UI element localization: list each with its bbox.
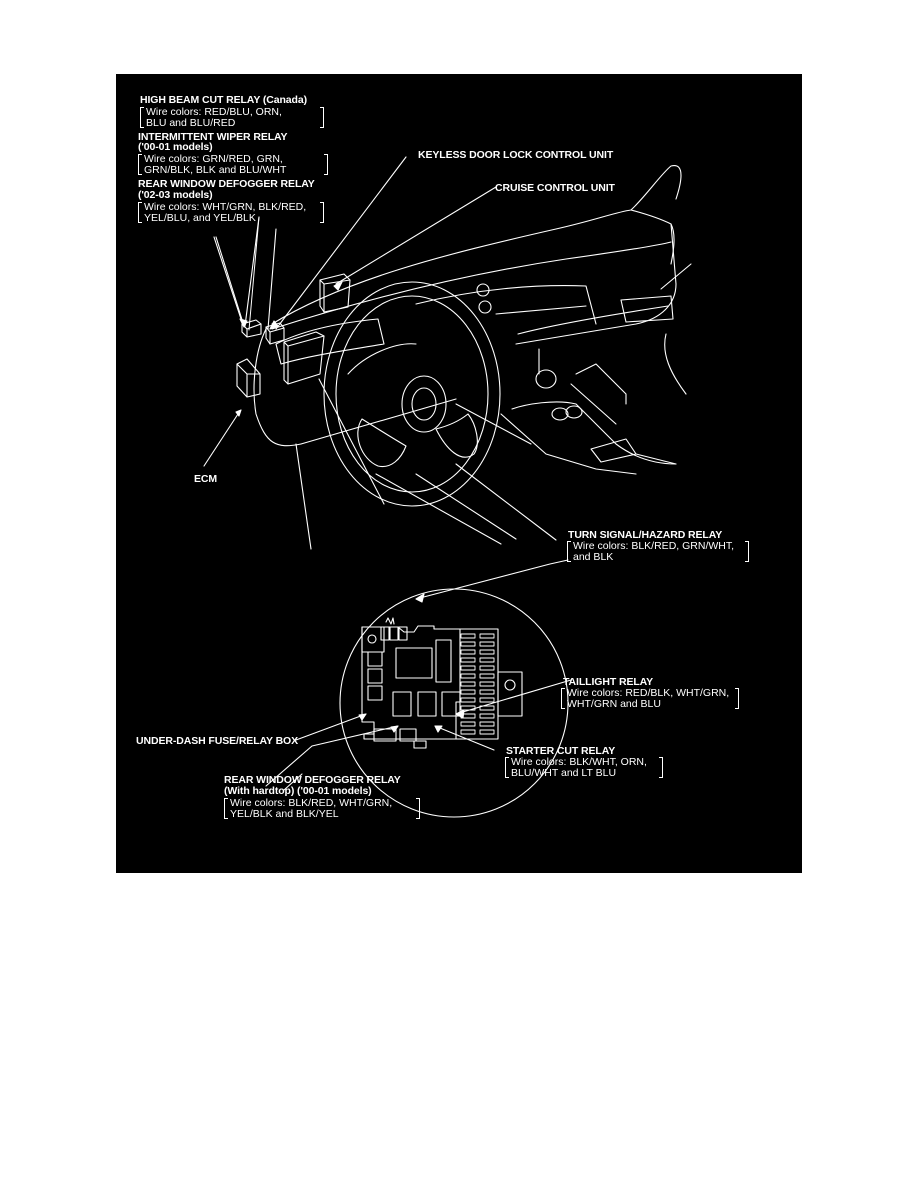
wire-colors-line: Wire colors: BLK/WHT, ORN, <box>511 756 647 768</box>
wire-colors-line: and BLK <box>573 550 614 563</box>
dashboard-illustration <box>116 74 802 873</box>
starter-cut-relay-title: STARTER CUT RELAY <box>506 745 616 757</box>
taillight-relay-title: TAILLIGHT RELAY <box>563 676 654 688</box>
wire-colors-line: BLU/WHT and LT BLU <box>511 766 617 779</box>
under-dash-fuse-relay-box-label: UNDER-DASH FUSE/RELAY BOX <box>136 735 299 747</box>
intermittent-wiper-relay-models: ('00-01 models) <box>138 141 213 153</box>
cruise-control-unit-label: CRUISE CONTROL UNIT <box>495 182 615 194</box>
wire-colors-line: Wire colors: BLK/RED, GRN/WHT, <box>573 540 735 552</box>
wire-colors-line: Wire colors: GRN/RED, GRN, <box>144 153 283 165</box>
wire-colors-line: Wire colors: RED/BLK, WHT/GRN, <box>567 687 730 699</box>
wire-colors-line: YEL/BLK and BLK/YEL <box>230 807 339 820</box>
taillight-relay-wire-colors <box>561 688 739 709</box>
wire-colors-line: WHT/GRN and BLU <box>567 697 661 710</box>
rear-window-defogger-relay-hardtop-wire-colors <box>224 798 420 819</box>
rear-window-defogger-relay-hardtop-models: (With hardtop) ('00-01 models) <box>224 785 372 797</box>
keyless-door-lock-control-unit-label: KEYLESS DOOR LOCK CONTROL UNIT <box>418 149 614 161</box>
wire-colors-line: YEL/BLU, and YEL/BLK <box>144 211 256 224</box>
wire-colors-line: Wire colors: BLK/RED, WHT/GRN, <box>230 797 393 809</box>
rear-window-defogger-relay-title: REAR WINDOW DEFOGGER RELAY <box>138 178 315 190</box>
high-beam-cut-relay-wire-colors <box>140 107 324 128</box>
wire-colors-line: GRN/BLK, BLK and BLU/WHT <box>144 163 287 176</box>
wire-colors-line: Wire colors: RED/BLU, ORN, <box>146 106 282 118</box>
rear-window-defogger-relay-models: ('02-03 models) <box>138 189 213 201</box>
turn-signal-hazard-relay-wire-colors <box>567 541 749 562</box>
wire-colors-line: BLU and BLU/RED <box>146 116 236 129</box>
intermittent-wiper-relay-wire-colors <box>138 154 328 175</box>
high-beam-cut-relay-title: HIGH BEAM CUT RELAY (Canada) <box>140 94 307 106</box>
ecm-label: ECM <box>194 473 218 485</box>
starter-cut-relay-wire-colors <box>505 757 663 778</box>
turn-signal-hazard-relay-title: TURN SIGNAL/HAZARD RELAY <box>568 529 723 541</box>
relay-locator-diagram <box>116 74 802 873</box>
wire-colors-line: Wire colors: WHT/GRN, BLK/RED, <box>144 201 307 213</box>
rear-window-defogger-relay-wire-colors <box>138 202 324 223</box>
intermittent-wiper-relay-title: INTERMITTENT WIPER RELAY <box>138 131 288 143</box>
rear-window-defogger-relay-hardtop-title: REAR WINDOW DEFOGGER RELAY <box>224 774 401 786</box>
